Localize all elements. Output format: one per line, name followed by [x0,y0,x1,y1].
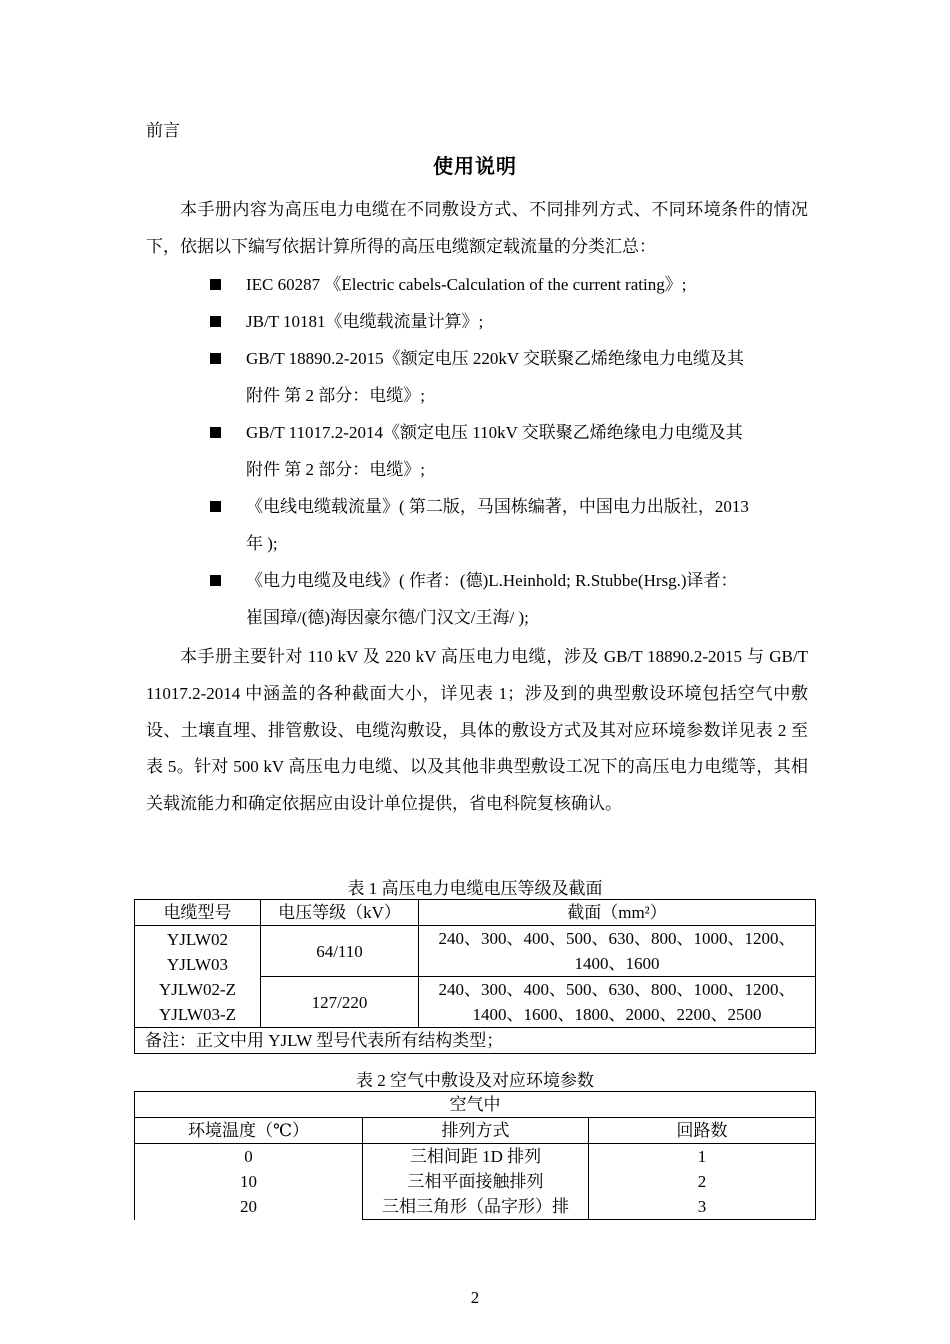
table1-voltage: 127/220 [261,977,419,1028]
table1-voltage: 64/110 [261,926,419,977]
table2-caption: 表 2 空气中敷设及对应环境参数 [356,1071,594,1090]
table2-arrangement [363,1144,589,1220]
sections-line: 240、300、400、500、630、800、1000、1200、 [438,929,796,948]
bullet-square-icon [210,353,221,364]
reference-item [210,303,810,340]
reference-line: 《电线电缆载流量》( 第二版，马国栋编著，中国电力出版社，2013 [246,497,749,516]
reference-item [210,562,810,636]
table1-header-model: 电缆型号 [135,900,261,926]
reference-line: GB/T 18890.2-2015《额定电压 220kV 交联聚乙烯绝缘电力电缆及其 [246,349,745,368]
table2-header-arrangement: 排列方式 [363,1118,589,1144]
arrangement-value: 三相平面接触排列 [407,1172,544,1191]
reference-line-cont: 附件 第 2 部分：电缆》; [246,460,425,479]
sections-line: 1400、1600、1800、2000、2200、2500 [472,1005,762,1024]
page-title: 使用说明 [433,154,517,178]
table1-model-cell [135,926,261,1028]
table2-group-header: 空气中 [135,1092,816,1118]
reference-item [210,414,810,488]
section-label: 前言 [146,121,180,140]
table1-sections [419,977,816,1028]
circuits-value: 3 [697,1197,707,1216]
page-number: 2 [470,1288,480,1307]
circuits-value: 2 [697,1172,707,1191]
reference-item [210,266,810,303]
reference-item [210,340,810,414]
table1-sections [419,926,816,977]
reference-line: IEC 60287 《Electric cabels-Calculation of the current rating》; [246,275,687,294]
reference-item [210,488,810,562]
table2-header-temp: 环境温度（℃） [135,1118,363,1144]
table1-header-section: 截面（mm²） [419,900,816,926]
table2-circuits [589,1144,816,1220]
reference-line: GB/T 11017.2-2014《额定电压 110kV 交联聚乙烯绝缘电力电缆及其 [246,423,743,442]
model-name: YJLW02-Z [158,979,237,999]
table2-header-circuits: 回路数 [589,1118,816,1144]
model-name: YJLW03-Z [158,1004,237,1024]
body-paragraph: 本手册主要针对 110 kV 及 220 kV 高压电力电缆，涉及 GB/T 18890.2-2015 与 GB/T 11017.2-2014 中涵盖的各种截面大小，详见表 1；涉及到的典型敷设环境包括空气中敷设、土壤直埋、排管敷设、电缆沟敷设，具体的敷设方式及其对应环境参数详见表 2 至表 5。针对 500 kV 高压电力电缆、以及其他非典型敷设工况下的高压电力电缆等，其相关载流能力和确定依据应由设计单位提供，省电科院复核确认。 [146,647,808,814]
reference-line-cont: 年 ); [246,534,278,553]
bullet-square-icon [210,279,221,290]
circuits-value: 1 [697,1147,707,1166]
temp-value: 10 [240,1172,257,1192]
intro-paragraph: 本手册内容为高压电力电缆在不同敷设方式、不同排列方式、不同环境条件的情况下，依据以下编写依据计算所得的高压电缆额定载流量的分类汇总： [146,200,808,256]
table1-header-voltage: 电压等级（kV） [261,900,419,926]
reference-line-cont: 附件 第 2 部分：电缆》; [246,386,425,405]
bullet-square-icon [210,575,221,586]
model-name: YJLW03 [166,954,229,974]
reference-line-cont: 崔国璋/(德)海因豪尔德/门汉文/王海/ ); [246,608,529,627]
sections-line: 240、300、400、500、630、800、1000、1200、 [438,980,796,999]
arrangement-value: 三相三角形（品字形）排 [382,1197,569,1216]
reference-list [210,266,810,636]
table1-note: 备注：正文中用 YJLW 型号代表所有结构类型； [135,1028,816,1054]
table1 [134,899,816,1054]
bullet-square-icon [210,316,221,327]
temp-value: 20 [240,1197,257,1217]
reference-line: JB/T 10181《电缆载流量计算》; [246,312,484,331]
table2 [134,1091,816,1220]
table2-temp [135,1144,363,1220]
temp-value: 0 [244,1147,253,1167]
sections-line: 1400、1600 [574,954,660,973]
bullet-square-icon [210,427,221,438]
bullet-square-icon [210,501,221,512]
table1-caption: 表 1 高压电力电缆电压等级及截面 [347,879,603,898]
model-name: YJLW02 [166,929,229,949]
arrangement-value: 三相间距 1D 排列 [409,1147,542,1166]
reference-line: 《电力电缆及电线》( 作者：(德)L.Heinhold; R.Stubbe(Hrsg.)译者： [246,571,738,590]
